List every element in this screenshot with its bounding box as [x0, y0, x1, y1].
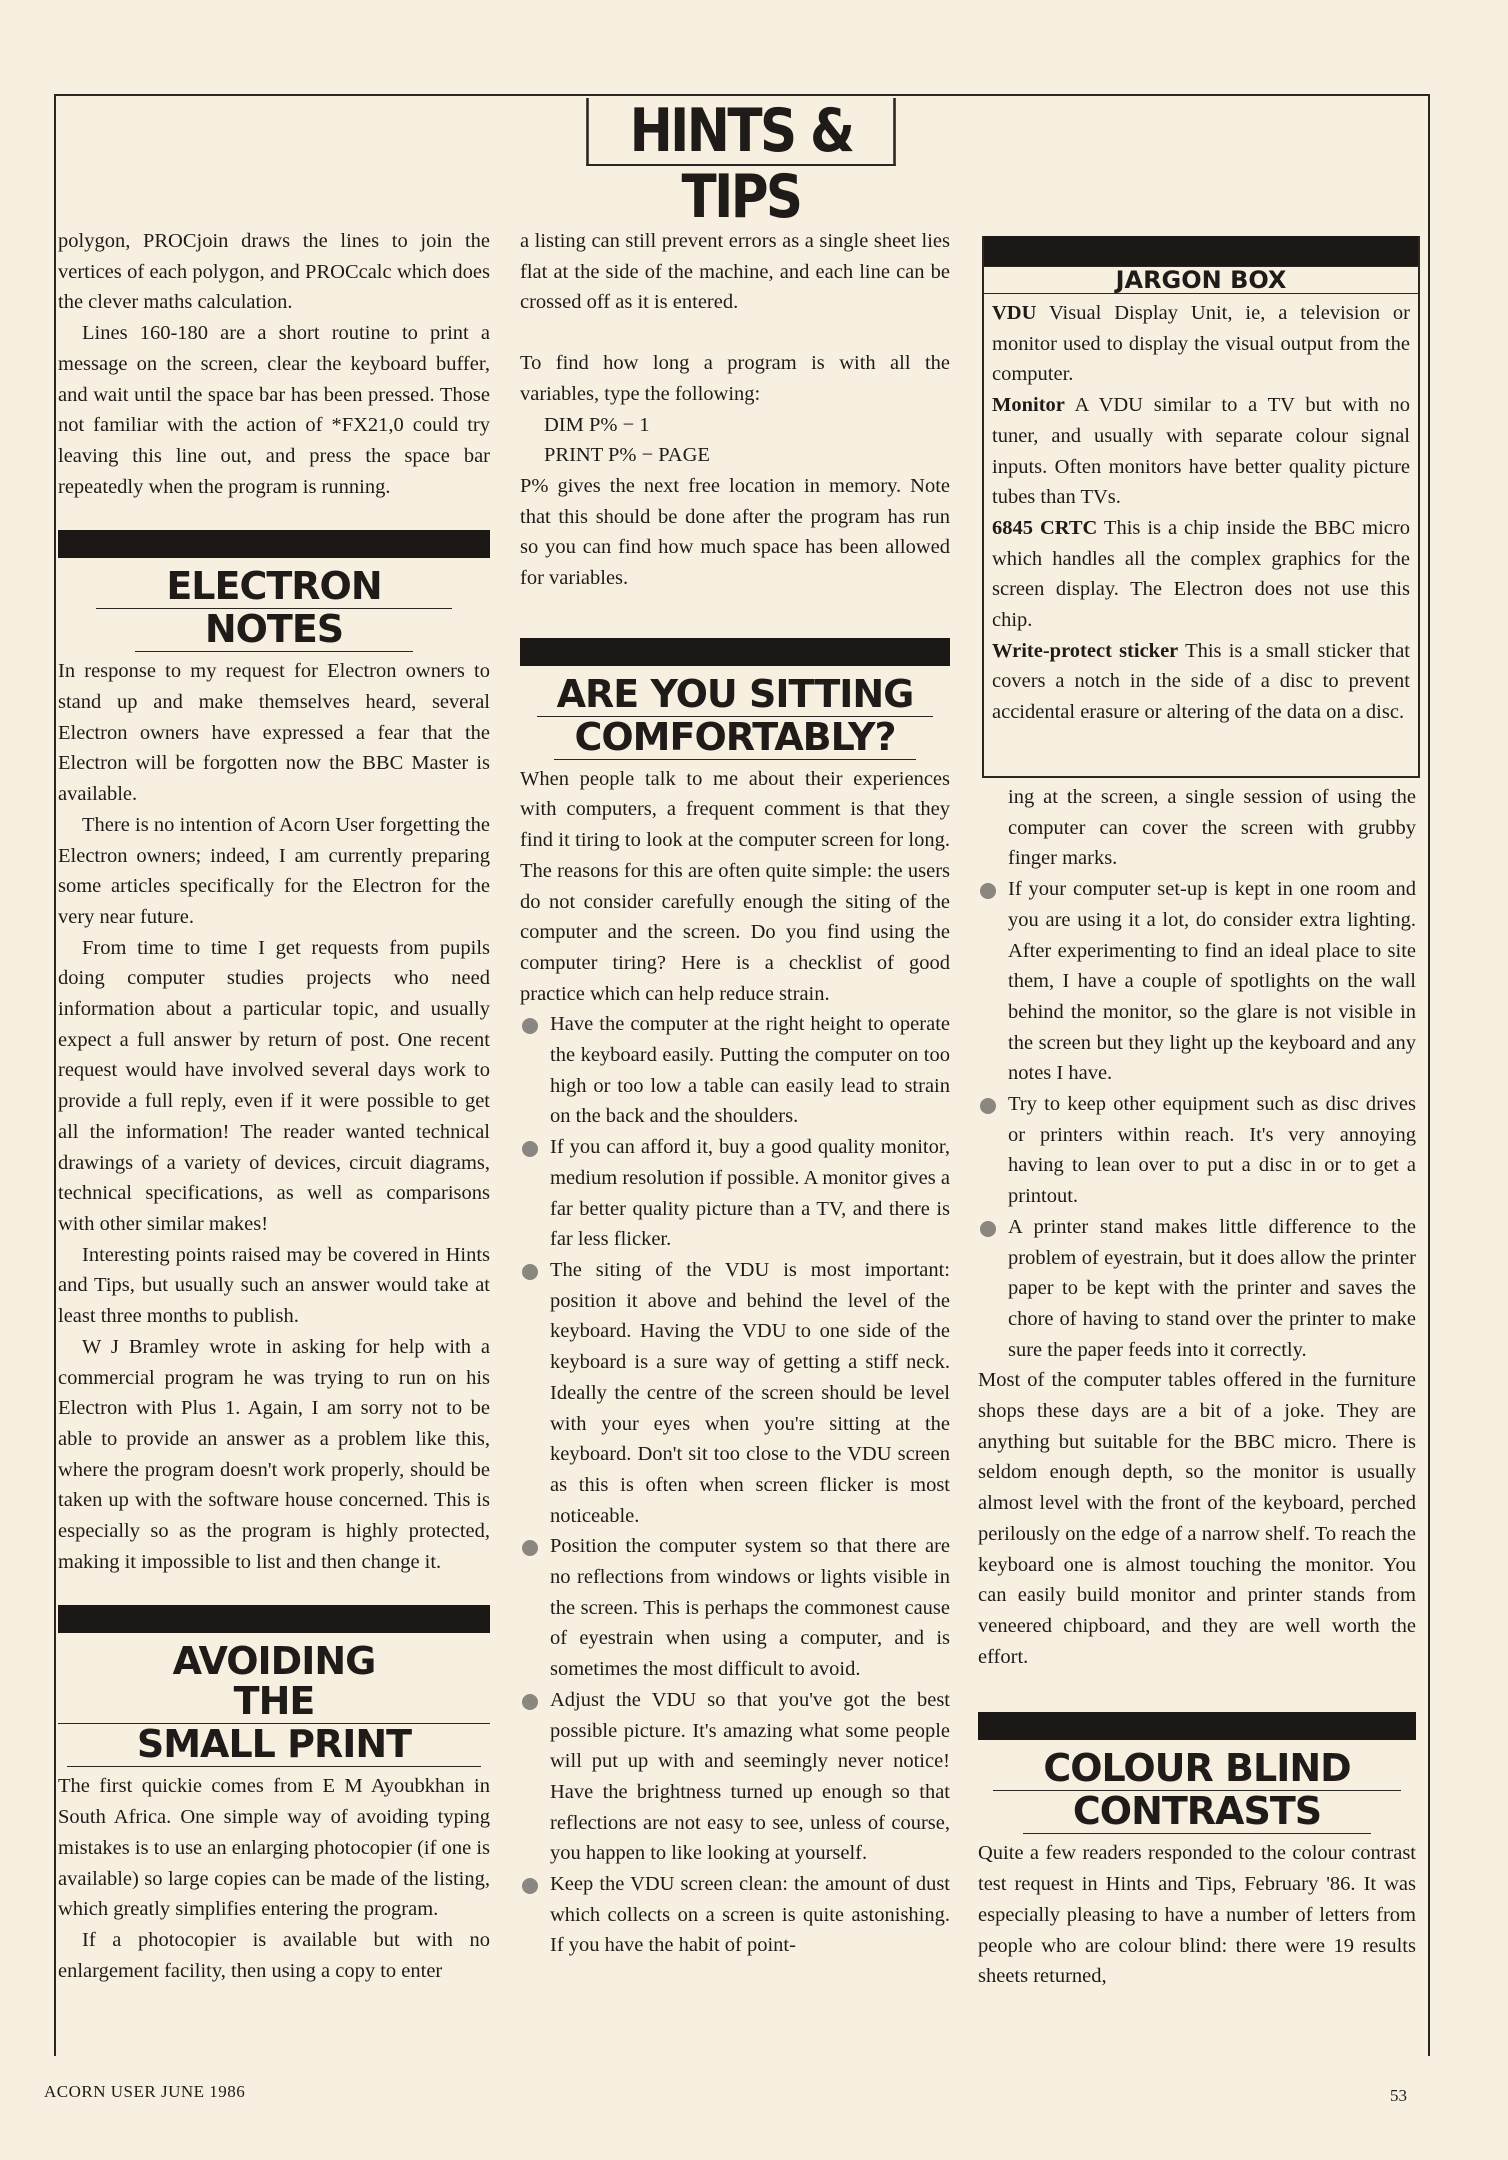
- paragraph: The first quickie comes from E M Ayoubkhan in South Africa. One simple way of avoiding typing mistakes is to use an enlarging photocopier (if one is available) so large copies can be made of the listing, which greatly simplifies entering the program.: [58, 1775, 490, 1921]
- footer-magazine: ACORN USER JUNE 1986: [44, 2082, 246, 2101]
- list-item: If you can afford it, buy a good quality monitor, medium resolution if possible. A monitor gives a far better quality picture than a TV, and there is far less flicker.: [520, 1132, 950, 1255]
- paragraph: Lines 160-180 are a short routine to print a message on the screen, clear the keyboard buffer, and wait until the space bar has been pressed. Those not familiar with the action of *FX21,0 could try leaving this line out, and press the space bar repeatedly when the program is running.: [58, 322, 490, 498]
- heading-bar: [978, 1712, 1416, 1740]
- code-line: DIM P% − 1: [544, 413, 650, 436]
- list-item: Have the computer at the right height to operate the keyboard easily. Putting the computer on too high or too low a table can easily lead to strain on the back and the shoulders.: [520, 1009, 950, 1132]
- jargon-title: JARGON BOX: [984, 267, 1418, 294]
- jargon-entry: VDU Visual Display Unit, ie, a television or monitor used to display the visual output from the computer.: [992, 302, 1410, 386]
- section-heading-colour-blind: COLOUR BLIND CONTRASTS: [978, 1748, 1416, 1834]
- paragraph: Most of the computer tables offered in the furniture shops these days are a bit of a joke. They are anything but suitable for the BBC micro. There is seldom enough depth, so the monitor is usually almost level with the front of the keyboard, perched perilously on the edge of a narrow shelf. To reach the keyboard one is almost touching the monitor. You can easily build monitor and printer stands from veneered chipboard, and they are well worth the effort.: [978, 1369, 1416, 1668]
- page-number: 53: [1390, 2086, 1407, 2105]
- jargon-entry: 6845 CRTC This is a chip inside the BBC micro which handles all the complex graphics for the screen display. The Electron does not use this chip.: [992, 516, 1410, 632]
- checklist-continued: [978, 874, 1416, 1365]
- checklist: [520, 1009, 950, 1961]
- heading-bar: [520, 638, 950, 666]
- heading-bar: [58, 530, 490, 558]
- column-3: [978, 782, 1416, 1992]
- jargon-entry: Write-protect sticker This is a small sticker that covers a notch in the side of a disc to prevent accidental erasure or altering of the data on a disc.: [992, 639, 1410, 724]
- paragraph: W J Bramley wrote in asking for help with a commercial program he was trying to run on his Electron with Plus 1. Again, I am sorry not to be able to provide an answer as a problem like this, where the program doesn't work properly, should be taken up with the software house concerned. This is especially so as the program is highly protected, making it impossible to list and then change it.: [58, 1335, 490, 1573]
- paragraph: Interesting points raised may be covered in Hints and Tips, but usually such an answer would take at least three months to publish.: [58, 1243, 490, 1328]
- paragraph: Quite a few readers responded to the colour contrast test request in Hints and Tips, February '86. It was especially pleasing to have a number of letters from people who are colour blind: there were 19 results sheets returned,: [978, 1842, 1416, 1988]
- list-item: Position the computer system so that there are no reflections from windows or lights visible in the screen. This is perhaps the commonest cause of eyestrain when using a computer, and is sometimes the most difficult to avoid.: [520, 1531, 950, 1685]
- heading-bar: [58, 1605, 490, 1633]
- jargon-entry: Monitor A VDU similar to a TV but with no tuner, and usually with separate colour signal inputs. Often monitors have better quality picture tubes than TVs.: [992, 394, 1410, 509]
- paragraph: polygon, PROCjoin draws the lines to join the vertices of each polygon, and PROCcalc which does the clever maths calculation.: [58, 230, 490, 314]
- paragraph: P% gives the next free location in memory. Note that this should be done after the program has run so you can find how much space has been allowed for variables.: [520, 474, 950, 590]
- section-heading-sitting: ARE YOU SITTING COMFORTABLY?: [520, 674, 950, 760]
- column-2: [520, 226, 950, 1961]
- list-item: The siting of the VDU is most important: position it above and behind the level of the keyboard. Having the VDU to one side of the keyboard is a sure way of getting a stiff neck. Ideally the centre of the screen should be level with your eyes when you're sitting at the keyboard. Don't sit too close to the VDU screen as this is often when screen flicker is most noticeable.: [520, 1255, 950, 1531]
- list-item: Keep the VDU screen clean: the amount of dust which collects on a screen is quite astonishing. If you have the habit of point-: [520, 1869, 950, 1961]
- paragraph: a listing can still prevent errors as a single sheet lies flat at the side of the machine, and each line can be crossed off as it is entered.: [520, 230, 950, 314]
- jargon-bar: [984, 236, 1418, 267]
- paragraph: When people talk to me about their experiences with computers, a frequent comment is that they find it tiring to look at the computer screen for long. The reasons for this are often quite simple: the users do not consider carefully enough the siting of the computer and the screen. Do you find using the computer tiring? Here is a checklist of good practice which can help reduce strain.: [520, 767, 950, 1005]
- section-heading-small-print: AVOIDING THE SMALL PRINT: [58, 1641, 490, 1767]
- list-item: Adjust the VDU so that you've got the best possible picture. It's amazing what some people will put up with and seemingly never notice! Have the brightness turned up enough so that reflections are not easy to see, unless of course, you happen to like looking at yourself.: [520, 1685, 950, 1869]
- jargon-box: [982, 236, 1420, 778]
- page-title: HINTS & TIPS: [586, 98, 896, 166]
- list-item: Try to keep other equipment such as disc drives or printers within reach. It's very annoying having to lean over to put a disc in or to get a printout.: [978, 1089, 1416, 1212]
- list-item: If your computer set-up is kept in one room and you are using it a lot, do consider extra lighting. After experimenting to find an ideal place to site them, I have a couple of spotlights on the wall behind the monitor, so the glare is not visible in the screen but they light up the keyboard and any notes I have.: [978, 874, 1416, 1089]
- paragraph: If a photocopier is available but with no enlargement facility, then using a copy to enter: [58, 1928, 490, 1982]
- section-heading-electron: ELECTRON NOTES: [58, 566, 490, 652]
- column-1: [58, 226, 490, 1986]
- paragraph: ing at the screen, a single session of using the computer can cover the screen with grubby finger marks.: [1008, 786, 1416, 870]
- paragraph: To find how long a program is with all the variables, type the following:: [520, 352, 950, 405]
- paragraph: From time to time I get requests from pupils doing computer studies projects who need information about a particular topic, and usually expect a full answer by return of post. One recent request would have involved several days work to provide a full reply, even if it were possible to get all the information! The reader wanted technical drawings of a variety of devices, circuit diagrams, technical specifications, as well as comparisons with other similar makes!: [58, 936, 490, 1235]
- paragraph: There is no intention of Acorn User forgetting the Electron owners; indeed, I am currently preparing some articles specifically for the Electron for the very near future.: [58, 813, 490, 928]
- code-line: PRINT P% − PAGE: [544, 444, 710, 467]
- list-item: A printer stand makes little difference to the problem of eyestrain, but it does allow the printer paper to be kept with the printer and saves the chore of having to stand over the printer to make sure the paper feeds into it correctly.: [978, 1212, 1416, 1366]
- paragraph: In response to my request for Electron owners to stand up and make themselves heard, several Electron owners have expressed a fear that the Electron will be forgotten now the BBC Master is available.: [58, 660, 490, 806]
